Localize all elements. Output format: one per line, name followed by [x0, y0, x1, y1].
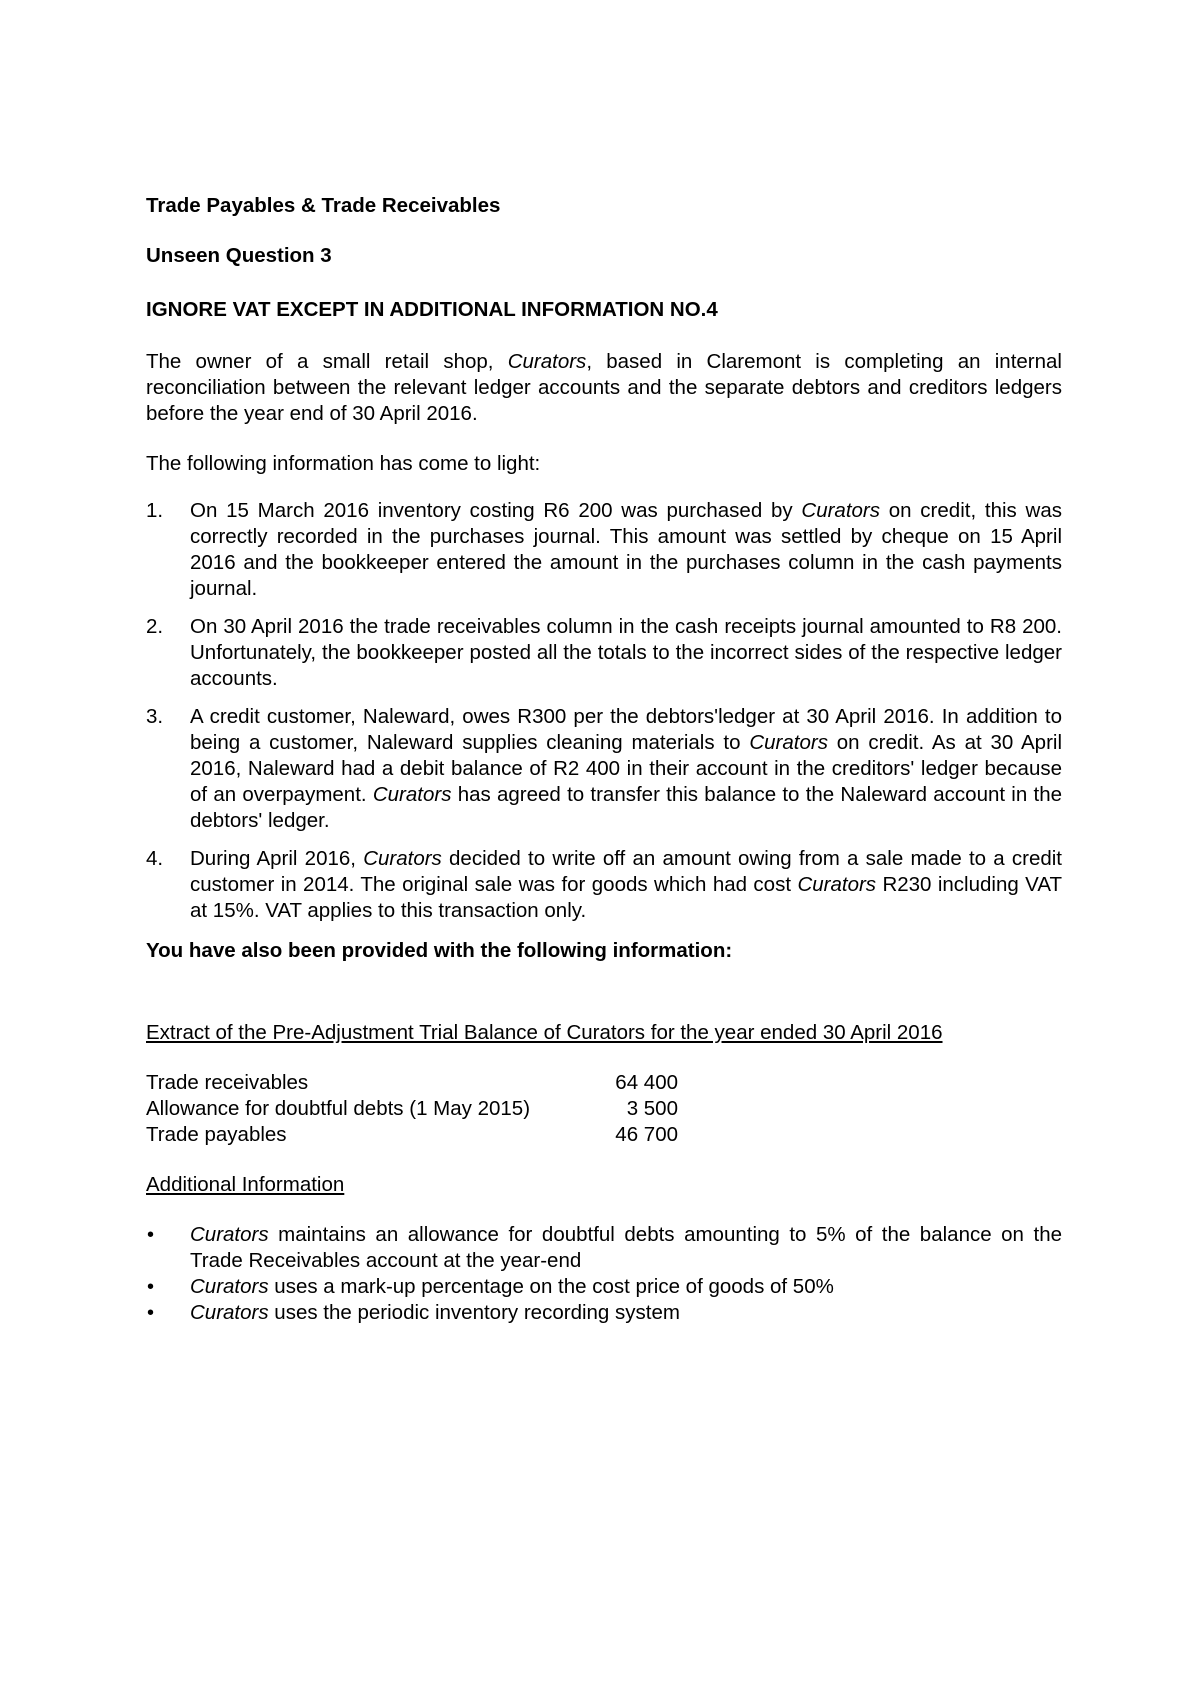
information-list — [146, 498, 1062, 924]
row-label: Trade payables — [146, 1123, 287, 1146]
company-name: Curators — [801, 499, 880, 522]
intro-paragraph — [146, 349, 1062, 427]
list-item — [146, 498, 1062, 602]
list-item-text: maintains an allowance for doubtful debts amounting to 5% of the balance on the Trade Receivables account at the year-end — [190, 1223, 1062, 1272]
company-name: Curators — [749, 731, 828, 754]
trial-balance-table — [146, 1070, 678, 1148]
additional-info-list — [146, 1222, 1062, 1326]
table-row — [146, 1070, 678, 1096]
row-amount: 64 400 — [615, 1071, 678, 1094]
list-item — [146, 846, 1062, 924]
company-name: Curators — [190, 1223, 269, 1246]
list-item — [146, 704, 1062, 834]
list-item — [146, 1222, 1062, 1274]
company-name: Curators — [190, 1301, 269, 1324]
list-item-text: on credit. As at 30 April 2016, Naleward had a debit balance of R2 400 in their account in the creditors' ledger because of an overpayment. — [190, 731, 1063, 806]
table-row — [146, 1096, 678, 1122]
list-item — [146, 1274, 1062, 1300]
list-item-number: 3. — [146, 705, 164, 728]
list-item-text: uses the periodic inventory recording system — [268, 1301, 680, 1324]
vat-instruction: IGNORE VAT EXCEPT IN ADDITIONAL INFORMATION NO.4 — [146, 298, 718, 321]
list-item-number: 2. — [146, 615, 164, 638]
question-number: Unseen Question 3 — [146, 244, 332, 267]
row-label: Trade receivables — [146, 1071, 309, 1094]
intro-company-name: Curators — [507, 350, 587, 373]
list-item-text: During April 2016, — [190, 847, 364, 870]
list-item-text: has agreed to transfer this balance to the Naleward account in the debtors' ledger. — [190, 783, 1063, 832]
bullet-icon: • — [147, 1276, 155, 1298]
company-name: Curators — [190, 1275, 269, 1298]
list-item-text: On 15 March 2016 inventory costing R6 200 was purchased by — [190, 499, 802, 522]
intro-text-2: , based in Claremont is completing an internal reconciliation between the relevant ledger accounts and the separate debtors and creditors ledgers before the year end of 30 April 2016. — [146, 350, 1062, 425]
bullet-icon: • — [147, 1302, 155, 1324]
list-item-text: uses a mark-up percentage on the cost price of goods of 50% — [268, 1275, 834, 1298]
company-name: Curators — [372, 783, 452, 806]
list-item-number: 4. — [146, 847, 164, 870]
list-item-number: 1. — [146, 499, 164, 522]
company-name: Curators — [797, 873, 877, 896]
provided-info-heading: You have also been provided with the following information: — [146, 939, 733, 962]
document-page — [146, 193, 1062, 1326]
row-amount: 3 500 — [626, 1097, 678, 1120]
row-amount: 46 700 — [615, 1123, 678, 1146]
list-item-text: R230 including VAT at 15%. VAT applies to this transaction only. — [190, 873, 1062, 922]
additional-info-heading: Additional Information — [146, 1173, 345, 1196]
bullet-icon: • — [147, 1224, 155, 1246]
list-item-text: decided to write off an amount owing from a sale made to a credit customer in 2014. The original sale was for goods which had cost — [190, 847, 1062, 896]
intro-text-1: The owner of a small retail shop, — [146, 350, 508, 373]
trial-balance-heading: Extract of the Pre-Adjustment Trial Balance of Curators for the year ended 30 April 2016 — [146, 1021, 943, 1044]
list-item — [146, 1300, 1062, 1326]
company-name: Curators — [363, 847, 442, 870]
list-item-text: On 30 April 2016 the trade receivables column in the cash receipts journal amounted to R8 200. Unfortunately, the bookkeeper posted all the totals to the incorrect sides of the respective ledger accounts. — [190, 615, 1062, 690]
list-item-text: on credit, this was correctly recorded in the purchases journal. This amount was settled by cheque on 15 April 2016 and the bookkeeper entered the amount in the purchases column in the cash payments journal. — [190, 499, 1062, 600]
table-row — [146, 1122, 678, 1148]
document-title: Trade Payables & Trade Receivables — [146, 194, 501, 217]
list-item — [146, 614, 1062, 692]
list-item-text: A credit customer, Naleward, owes R300 per the debtors'ledger at 30 April 2016. In addition to being a customer, Naleward supplies cleaning materials to — [190, 705, 1062, 754]
row-label: Allowance for doubtful debts (1 May 2015) — [146, 1097, 531, 1120]
lead-paragraph: The following information has come to light: — [146, 452, 541, 475]
